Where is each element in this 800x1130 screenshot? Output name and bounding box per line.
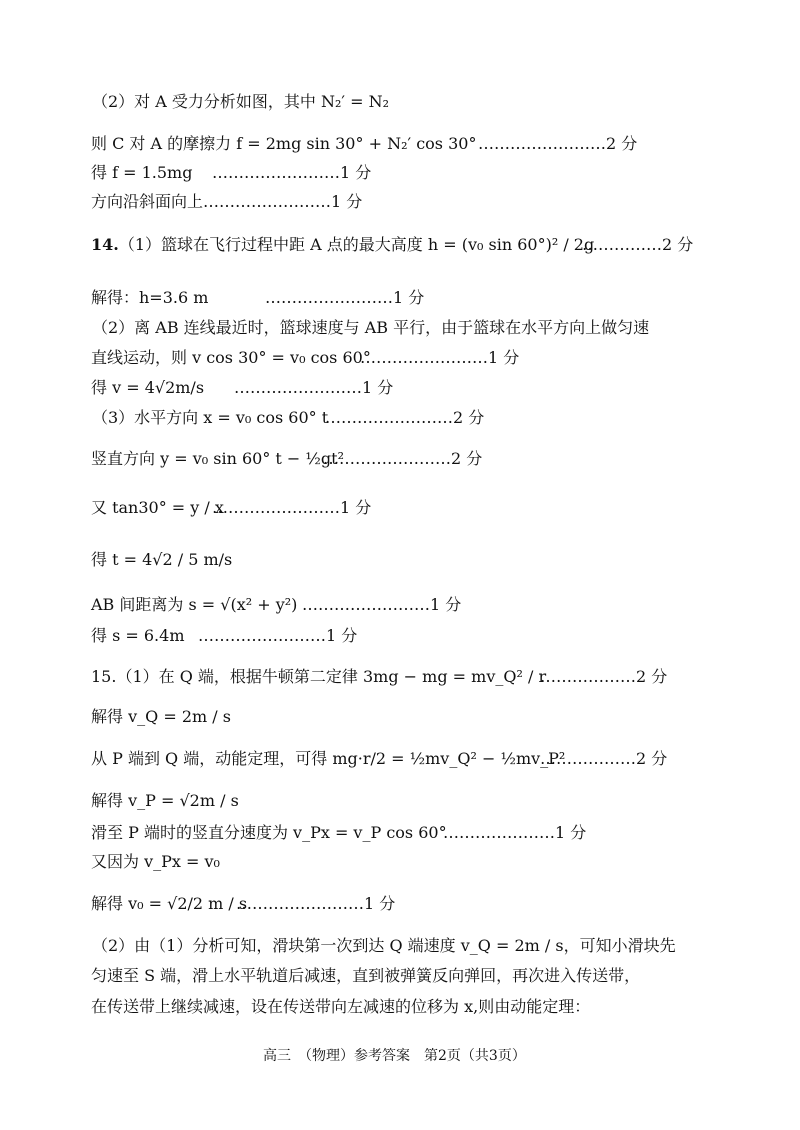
score-marks: ……………………2 分: [325, 408, 485, 427]
score-marks: ……………………1 分: [212, 498, 372, 517]
answer-line-text: 滑至 P 端时的竖直分速度为 v_Px = v_P cos 60°: [91, 823, 447, 842]
score-marks: ……………………1 分: [236, 894, 396, 913]
answer-line-text: 匀速至 S 端，滑上水平轨道后减速，直到被弹簧反向弹回，再次进入传送带，: [91, 966, 641, 985]
answer-line-text: 得 t = 4√2 / 5 m/s: [91, 550, 233, 569]
answer-line-text: 从 P 端到 Q 端，动能定理，可得 mg·r/2 = ½mv_Q² − ½mv_P²: [91, 749, 566, 768]
answer-line-text: 又因为 v_Px = v₀: [91, 852, 220, 871]
answer-line-text: （2）离 AB 连线最近时，篮球速度与 AB 平行，由于篮球在水平方向上做匀速: [92, 318, 650, 337]
answer-line-text: （3）水平方向 x = v₀ cos 60° t: [92, 408, 329, 427]
answer-line-text: 解得 v₀ = √2/2 m / s: [91, 894, 248, 913]
score-marks: ……………………1 分: [234, 378, 394, 397]
answer-line-text: 得 f = 1.5mg: [91, 163, 193, 182]
answer-line-text: 方向沿斜面向上……………………1 分: [91, 192, 363, 211]
answer-line-text: 得 s = 6.4m: [91, 626, 185, 645]
score-marks: ……………………1 分: [302, 595, 462, 614]
answer-line-text: 又 tan30° = y / x: [91, 498, 224, 517]
answer-line-text: 14.（1）篮球在飞行过程中距 A 点的最大高度 h = (v₀ sin 60°)² / 2g: [91, 235, 595, 254]
answer-line-text: 15.（1）在 Q 端，根据牛顿第二定律 3mg − mg = mv_Q² / r: [91, 667, 547, 686]
question-number: 14.: [91, 235, 119, 254]
score-marks: ……………………2 分: [478, 134, 638, 153]
answer-line-text: AB 间距离为 s = √(x² + y²): [91, 595, 298, 614]
score-marks: ……………………1 分: [198, 626, 358, 645]
answer-line-text: 直线运动，则 v cos 30° = v₀ cos 60°: [91, 348, 371, 367]
answer-line-text: （2）由（1）分析可知，滑块第一次到达 Q 端速度 v_Q = 2m / s，可知小滑块先: [92, 936, 676, 955]
answer-line-text: 竖直方向 y = v₀ sin 60° t − ½gt²: [91, 449, 345, 468]
answer-line-text: 在传送带上继续减速，设在传送带向左减速的位移为 x,则由动能定理：: [91, 997, 591, 1016]
answer-line-text: 解得 v_P = √2m / s: [91, 791, 239, 810]
answer-line-text: 解得：h=3.6 m: [91, 288, 209, 307]
answer-line-text: 则 C 对 A 的摩擦力 f = 2mg sin 30° + N₂′ cos 30°: [91, 134, 477, 153]
footer-text: 高三 （物理）参考答案 第2页（共3页）: [263, 1048, 526, 1064]
answer-line-text: 得 v = 4√2m/s: [91, 378, 205, 397]
score-marks: ……………2 分: [582, 235, 694, 254]
score-marks: ……………………1 分: [265, 288, 425, 307]
score-marks: ……………………2 分: [323, 449, 483, 468]
score-marks: …………………1 分: [443, 823, 587, 842]
answer-line-text: （2）对 A 受力分析如图，其中 N₂′ = N₂: [92, 92, 390, 111]
score-marks: ……………………1 分: [212, 163, 372, 182]
answer-line-text: 解得 v_Q = 2m / s: [91, 707, 231, 726]
score-marks: ……………………1 分: [360, 348, 520, 367]
score-marks: ………………2 分: [540, 749, 668, 768]
score-marks: ………………2 分: [540, 667, 668, 686]
